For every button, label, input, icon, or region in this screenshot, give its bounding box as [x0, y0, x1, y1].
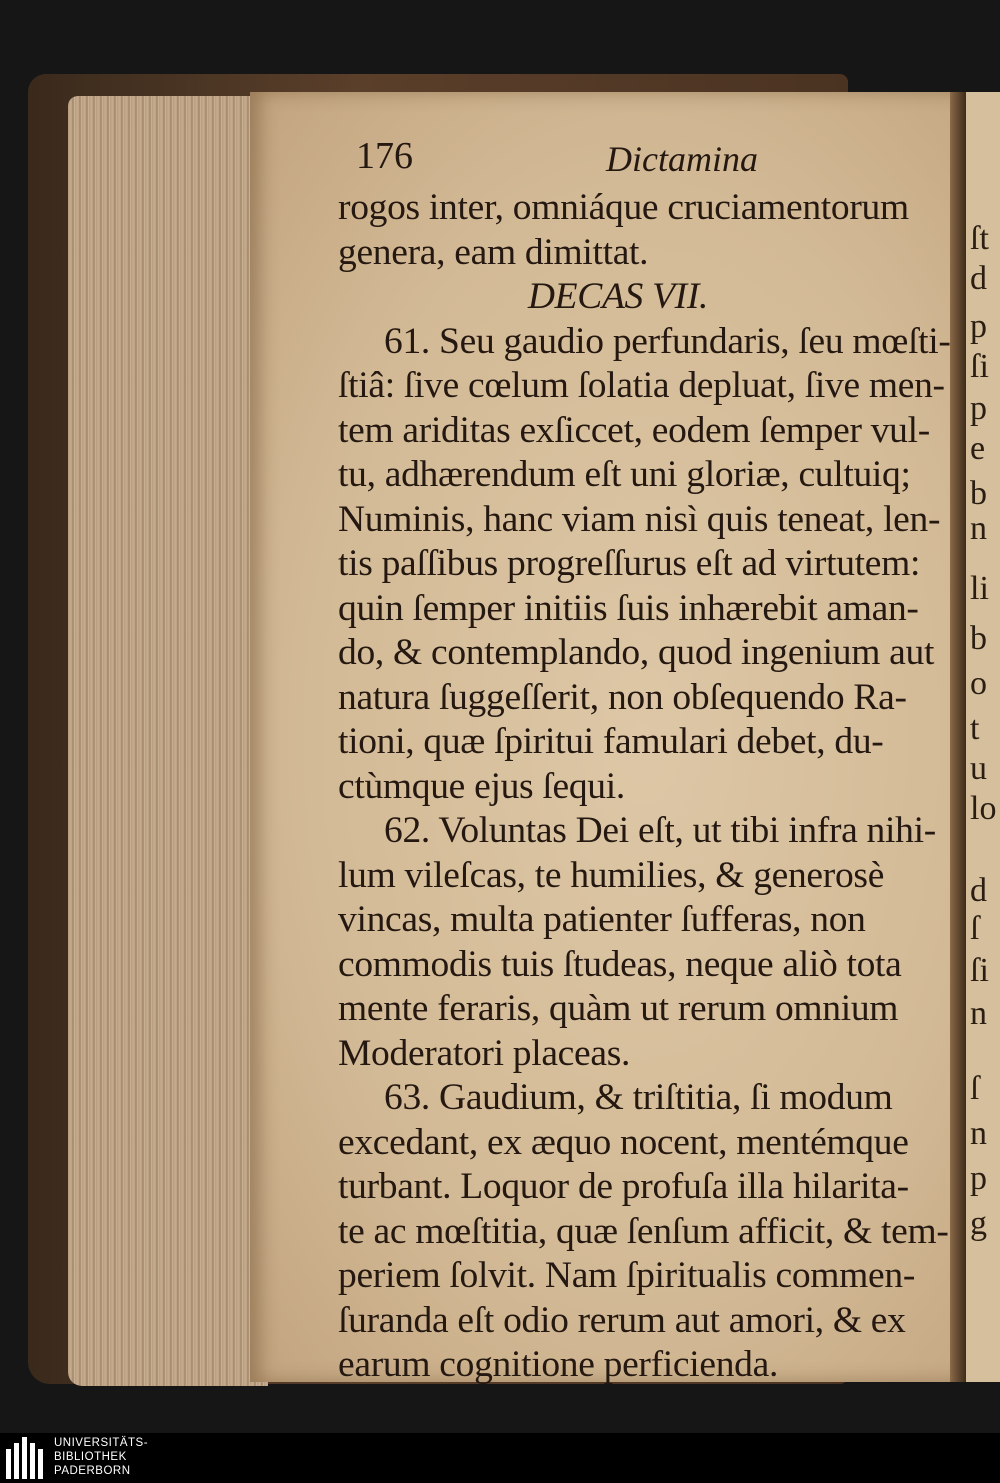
text-line: rogos inter, omniáque cruciamentorum: [338, 187, 909, 228]
text-line: ctùmque ejus ſequi.: [338, 765, 625, 807]
facing-page-fragment: t: [970, 710, 980, 747]
text-line: excedant, ex æquo nocent, mentémque: [338, 1121, 909, 1163]
facing-page-fragment: p: [970, 390, 987, 427]
text-line: ſuranda eſt odio rerum aut amori, & ex: [338, 1299, 906, 1341]
facing-page-fragment: p: [970, 308, 987, 345]
facing-page-fragment: g: [970, 1205, 987, 1242]
text-line: mente feraris, quàm ut rerum omnium: [338, 988, 899, 1029]
text-line: 62. Voluntas Dei eſt, ut tibi infra nihi-: [384, 810, 936, 851]
section-heading: DECAS VII.: [527, 276, 709, 317]
facing-page-fragment: b: [970, 620, 987, 657]
text-line: do, & contemplando, quod ingenium aut: [338, 632, 935, 673]
text-line: tu, adhærendum eſt uni gloriæ, cultuiq;: [338, 454, 911, 495]
library-name-line: BIBLIOTHEK: [54, 1451, 127, 1463]
running-head: [338, 128, 958, 186]
running-head-title: Dictamina: [606, 139, 758, 179]
text-line: periem ſolvit. Nam ſpiritualis commen-: [338, 1255, 916, 1296]
text-line: earum cognitione perficienda.: [338, 1344, 779, 1385]
body-text: [338, 186, 958, 1388]
library-name-line: PADERBORN: [54, 1465, 131, 1477]
page-text: [338, 128, 958, 1388]
text-line: tioni, quæ ſpiritui famulari debet, du-: [338, 721, 884, 762]
text-line: commodis tuis ſtudeas, neque aliò tota: [338, 943, 902, 985]
text-line: tis paſſibus progreſſurus eſt ad virtutem:: [338, 543, 921, 584]
library-logo-icon: [6, 1437, 46, 1479]
text-line: tem ariditas exſiccet, eodem ſemper vul-: [338, 409, 930, 451]
footer-bar: [0, 1433, 1000, 1483]
facing-page-fragment: u: [970, 750, 987, 787]
text-line: ſtiâ: ſive cœlum ſolatia depluat, ſive men-: [338, 365, 945, 406]
facing-page-fragment: ſi: [970, 348, 989, 385]
facing-page-fragment: o: [970, 665, 987, 702]
page-edges: [68, 96, 268, 1386]
facing-page-fragment: n: [970, 1115, 987, 1152]
facing-page-fragment: li: [970, 570, 989, 607]
facing-page-fragment: ſt: [970, 220, 989, 257]
text-line: natura ſuggeſſerit, non obſequendo Ra-: [338, 676, 907, 718]
facing-page-fragment: e: [970, 430, 986, 467]
facing-page-fragment: d: [970, 260, 987, 297]
facing-page-edge: [966, 92, 1000, 1382]
facing-page-fragment: n: [970, 510, 987, 547]
text-line: 61. Seu gaudio perfundaris, ſeu mœſti-: [384, 320, 951, 362]
text-line: turbant. Loquor de profuſa illa hilarita-: [338, 1166, 909, 1207]
library-name: [54, 1436, 148, 1478]
text-line: lum vileſcas, te humilies, & generosè: [338, 854, 885, 896]
text-line: 63. Gaudium, & triſtitia, ſi modum: [384, 1077, 893, 1118]
page-number: 176: [356, 135, 413, 177]
text-line: quin ſemper initiis ſuis inhærebit aman-: [338, 587, 919, 629]
facing-page-fragment: lo: [970, 790, 997, 827]
facing-page-fragment: ſi: [970, 952, 989, 989]
text-line: Moderatori placeas.: [338, 1032, 631, 1074]
text-line: genera, eam dimittat.: [338, 231, 649, 273]
facing-page-fragment: ſ: [970, 910, 980, 947]
facing-page-fragment: p: [970, 1160, 987, 1197]
facing-page-fragment: d: [970, 872, 987, 909]
text-line: vincas, multa patienter ſufferas, non: [338, 899, 866, 940]
text-line: Numinis, hanc viam nisì quis teneat, len-: [338, 498, 941, 540]
library-name-line: UNIVERSITÄTS-: [54, 1437, 149, 1449]
text-line: te ac mœſtitia, quæ ſenſum afficit, & tem-: [338, 1210, 949, 1252]
facing-page-fragment: ſ: [970, 1070, 980, 1107]
facing-page-fragment: n: [970, 995, 987, 1032]
facing-page-fragment: b: [970, 475, 987, 512]
